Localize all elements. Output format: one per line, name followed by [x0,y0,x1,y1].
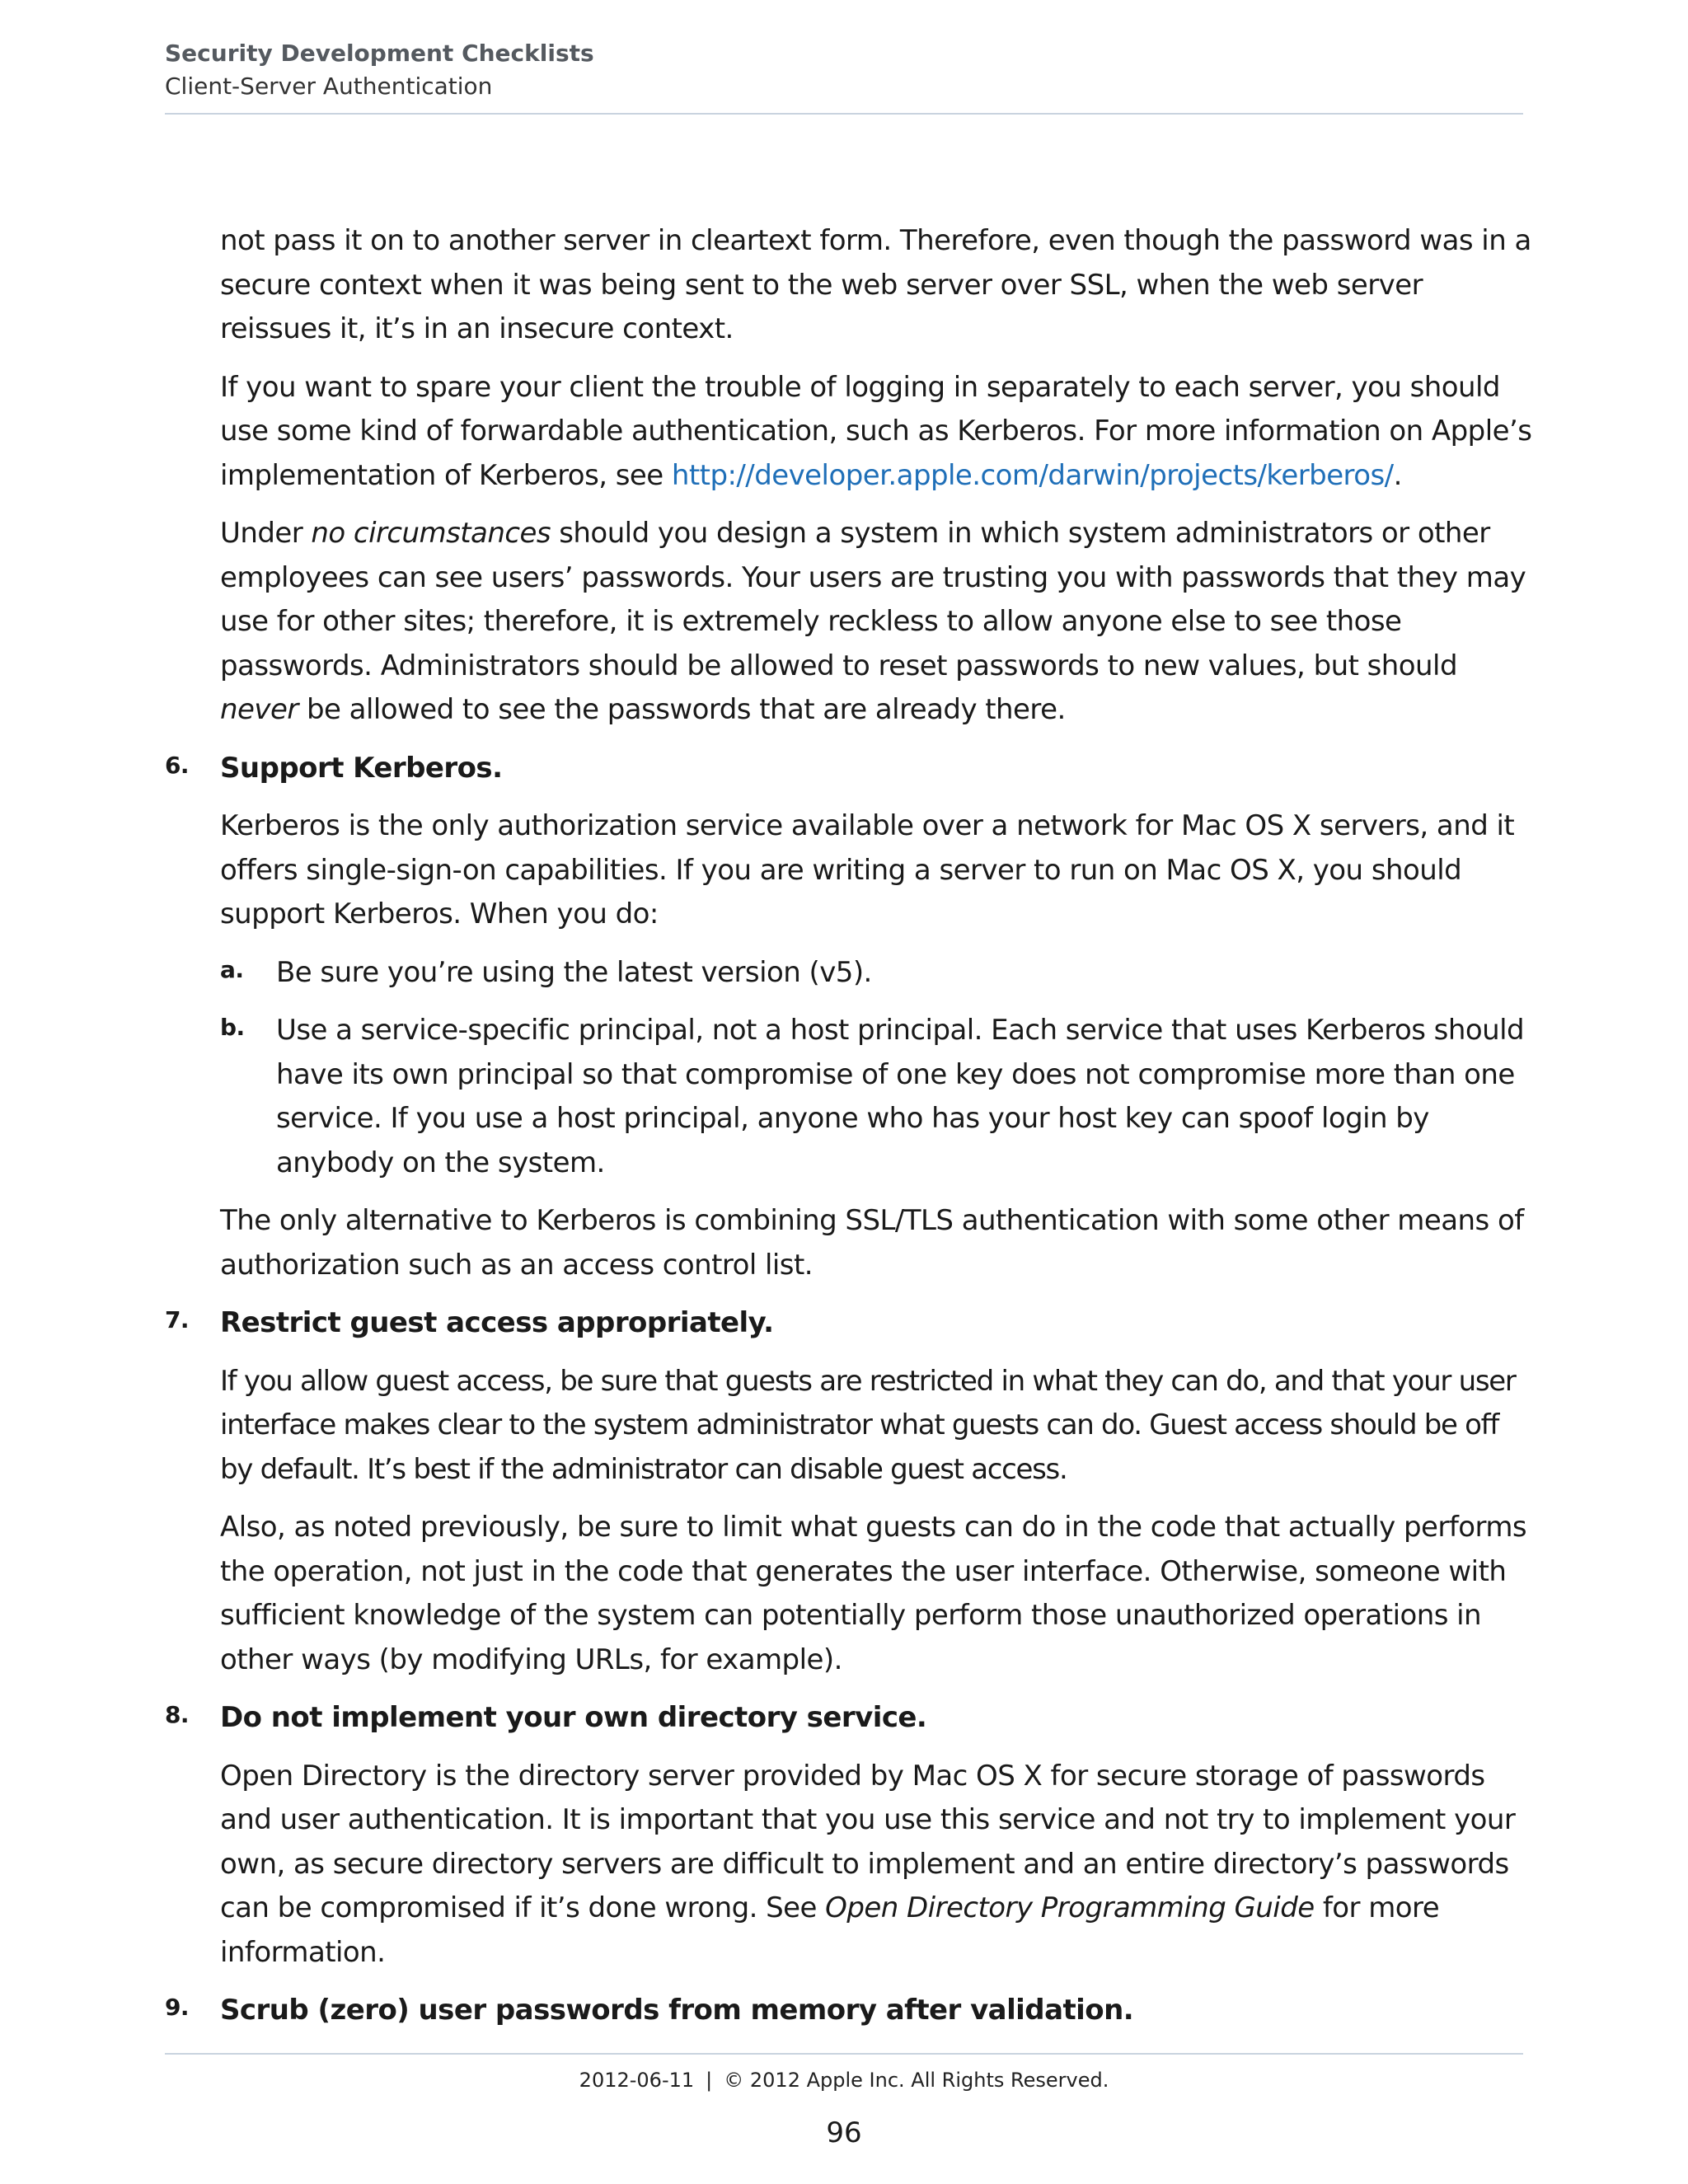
paragraph-open-directory [220,1755,1533,1975]
sub-item-b [220,1009,1533,1185]
paragraph-no-circumstances [220,512,1533,733]
emphasis-text: no circumstances [311,517,551,550]
list-item-9-heading [165,1989,1533,2033]
paragraph-text-end: . [1393,458,1402,492]
footer-date: 2012-06-11 [579,2069,695,2092]
sub-item-letter: b. [220,1014,245,1041]
sub-item-letter: a. [220,955,244,983]
page-number: 96 [826,2116,862,2149]
paragraph-forwardable-auth [220,366,1533,499]
list-number: 8. [165,1701,190,1728]
list-item-6-heading [165,747,1533,791]
item-title: Scrub (zero) user passwords from memory after validation. [220,1994,1134,2027]
paragraph-text: should you design a system in which system administrators or other employees can see users’ passwords. Your users are trusting you with passwords that they may use for other sites; therefore, it is extremely reckless to allow anyone else to see those passwords. Administrators should be allowed to reset passwords to new values, but should [220,517,1526,682]
list-number: 9. [165,1994,190,2021]
kerberos-link[interactable]: http://developer.apple.com/darwin/projects/kerberos/ [671,458,1394,492]
footer-divider [165,2053,1523,2055]
sub-item-a [220,951,1533,996]
paragraph-guest-access: If you allow guest access, be sure that guests are restricted in what they can do, and that your user interface makes clear to the system administrator what guests can do. Guest access should be off by default. It’s best if the administrator can disable guest access. [220,1364,1516,1486]
paragraph-kerberos-alternative: The only alternative to Kerberos is combining SSL/TLS authentication with some other means of authorization such as an access control list. [220,1204,1524,1282]
sub-item-text: Be sure you’re using the latest version (v5). [276,955,872,989]
page-footer [165,2067,1523,2093]
sub-item-text: Use a service-specific principal, not a host principal. Each service that uses Kerberos should have its own principal so that compromise of one key does not compromise more than one service. If you use a host principal, anyone who has your host key can spoof login by anybody on the system. [276,1014,1524,1179]
footer-copyright: © 2012 Apple Inc. All Rights Reserved. [724,2069,1109,2092]
paragraph-text: Open Directory is the directory server provided by Mac OS X for secure storage of passwords and user authentication. It is important that you use this service and not try to implement your own, as secure directory servers are difficult to implement and an entire directory’s passwords can be compromised if it’s done wrong. See [220,1759,1516,1924]
item-title: Do not implement your own directory service. [220,1701,927,1734]
paragraph-guest-limits: Also, as noted previously, be sure to limit what guests can do in the code that actually performs the operation, not just in the code that generates the user interface. Otherwise, someone with sufficient knowledge of the system can potentially perform those unauthorized operations in other ways (by modifying URLs, for example). [220,1511,1527,1676]
main-content [165,219,1533,2047]
paragraph-kerberos-intro: Kerberos is the only authorization service available over a network for Mac OS X servers, and it offers single-sign-on capabilities. If you are writing a server to run on Mac OS X, you should support Kerberos. When you do: [220,809,1515,930]
document-title: Security Development Checklists [165,40,594,67]
chapter-title: Client-Server Authentication [165,73,493,100]
paragraph-text: If you want to spare your client the trouble of logging in separately to each server, you should use some kind of forwardable authentication, such as Kerberos. For more information on Apple’s implementation of Kerberos, see [220,370,1532,492]
list-item-8-heading [165,1696,1533,1741]
paragraph-text: Under [220,517,312,550]
header-divider [165,113,1523,115]
item-title: Support Kerberos. [220,751,503,785]
emphasis-text: Open Directory Programming Guide [825,1891,1315,1924]
list-item-7-heading [165,1301,1533,1346]
paragraph-text: be allowed to see the passwords that are already there. [298,693,1066,726]
list-number: 7. [165,1306,190,1333]
list-number: 6. [165,751,190,779]
paragraph-cleartext: not pass it on to another server in cleartext form. Therefore, even though the password was in a secure context when it was being sent to the web server over SSL, when the web server reissues it, it’s in an insecure context. [220,224,1531,345]
footer-separator: | [706,2069,713,2092]
page-header [165,40,1523,101]
paragraph-text: for more information. [220,1891,1440,1969]
item-title: Restrict guest access appropriately. [220,1306,774,1339]
emphasis-text: never [220,693,298,726]
